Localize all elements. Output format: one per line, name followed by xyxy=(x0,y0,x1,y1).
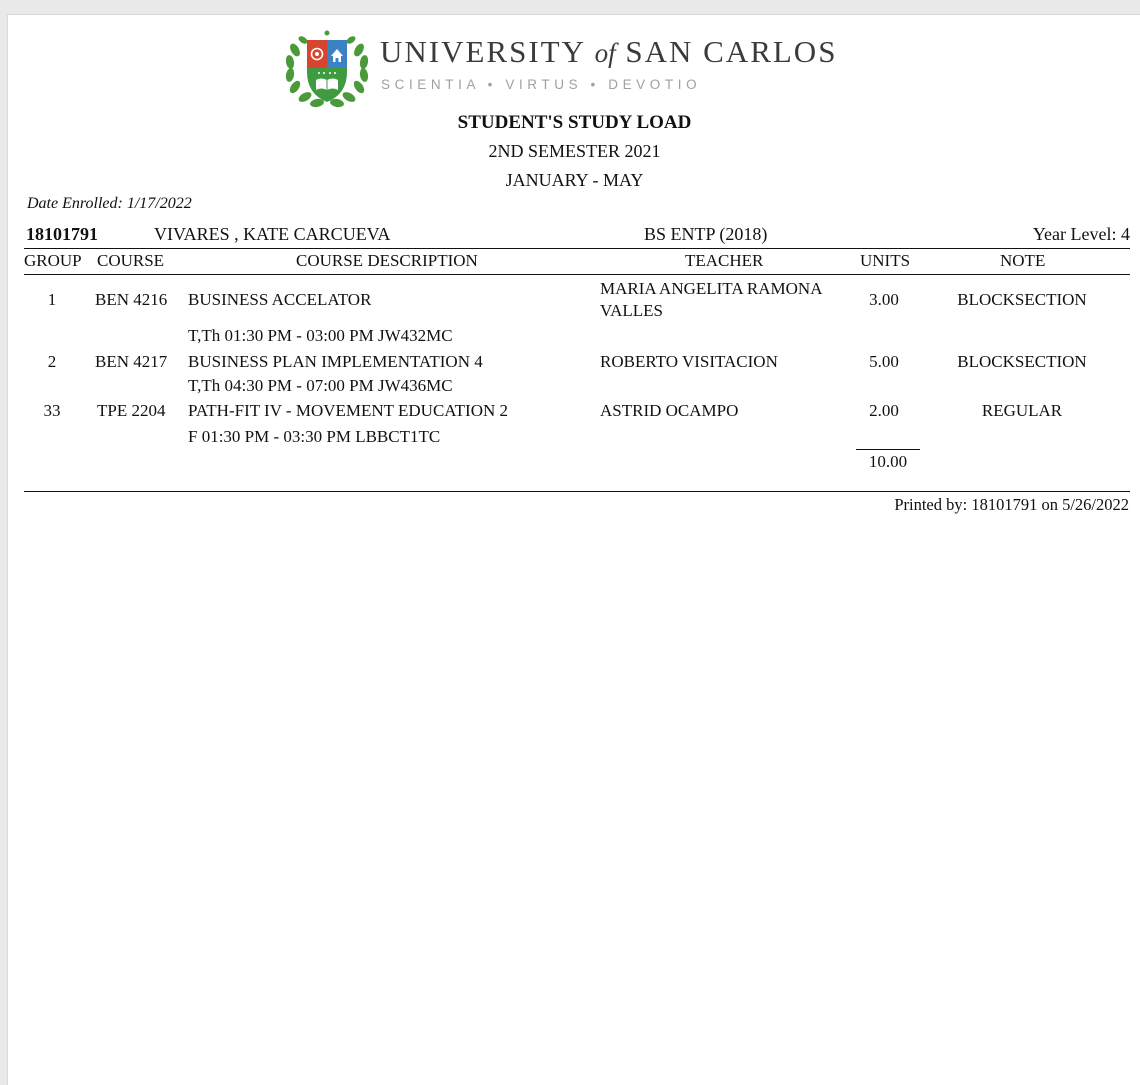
column-header-description: COURSE DESCRIPTION xyxy=(296,251,478,270)
row-group: 2 xyxy=(47,352,57,371)
university-motto: SCIENTIA • VIRTUS • DEVOTIO xyxy=(381,77,702,92)
row-note: REGULAR xyxy=(981,401,1063,420)
column-header-teacher: TEACHER xyxy=(685,251,764,270)
university-seal-logo xyxy=(283,28,371,110)
university-name-part2: SAN CARLOS xyxy=(625,34,838,69)
row-course: BEN 4216 xyxy=(95,290,168,309)
printed-by: Printed by: 18101791 on 5/26/2022 xyxy=(894,495,1129,514)
column-header-group: GROUP xyxy=(24,251,82,270)
row-note: BLOCKSECTION xyxy=(957,352,1087,371)
column-header-units: UNITS xyxy=(860,251,911,270)
column-header-course: COURSE xyxy=(97,251,165,270)
university-name xyxy=(380,34,837,70)
row-description: BUSINESS ACCELATOR xyxy=(188,290,372,309)
row-teacher-line2: VALLES xyxy=(600,301,663,320)
total-units: 10.00 xyxy=(868,452,908,471)
row-group: 1 xyxy=(47,290,57,309)
row-schedule: F 01:30 PM - 03:30 PM LBBCT1TC xyxy=(188,427,441,446)
total-underline xyxy=(856,449,920,450)
semester-label: 2ND SEMESTER 2021 xyxy=(488,141,661,161)
row-teacher: ROBERTO VISITACION xyxy=(600,352,778,371)
divider-bottom xyxy=(24,491,1130,492)
student-year-level: Year Level: 4 xyxy=(1032,224,1130,244)
row-teacher: MARIA ANGELITA RAMONA xyxy=(600,279,823,298)
divider-header xyxy=(24,274,1130,275)
row-units: 3.00 xyxy=(869,290,899,309)
row-schedule: T,Th 01:30 PM - 03:00 PM JW432MC xyxy=(188,326,453,345)
column-header-note: NOTE xyxy=(1000,251,1046,270)
row-schedule: T,Th 04:30 PM - 07:00 PM JW436MC xyxy=(188,376,453,395)
row-teacher: ASTRID OCAMPO xyxy=(600,401,739,420)
row-course: BEN 4217 xyxy=(95,352,168,371)
period-label: JANUARY - MAY xyxy=(505,170,644,190)
row-course: TPE 2204 xyxy=(97,401,166,420)
student-name: VIVARES , KATE CARCUEVA xyxy=(154,224,391,244)
study-load-page xyxy=(7,14,1140,1085)
university-name-of: of xyxy=(594,38,616,68)
student-id: 18101791 xyxy=(26,224,98,244)
row-units: 5.00 xyxy=(869,352,899,371)
student-program: BS ENTP (2018) xyxy=(644,224,768,244)
divider-top xyxy=(24,248,1130,249)
row-units: 2.00 xyxy=(869,401,899,420)
date-enrolled: Date Enrolled: 1/17/2022 xyxy=(27,195,192,212)
document-title: STUDENT'S STUDY LOAD xyxy=(457,112,692,133)
row-description: PATH-FIT IV - MOVEMENT EDUCATION 2 xyxy=(188,401,509,420)
row-group: 33 xyxy=(43,401,61,420)
row-description: BUSINESS PLAN IMPLEMENTATION 4 xyxy=(188,352,483,371)
row-note: BLOCKSECTION xyxy=(957,290,1087,309)
university-name-part1: UNIVERSITY xyxy=(380,34,585,69)
